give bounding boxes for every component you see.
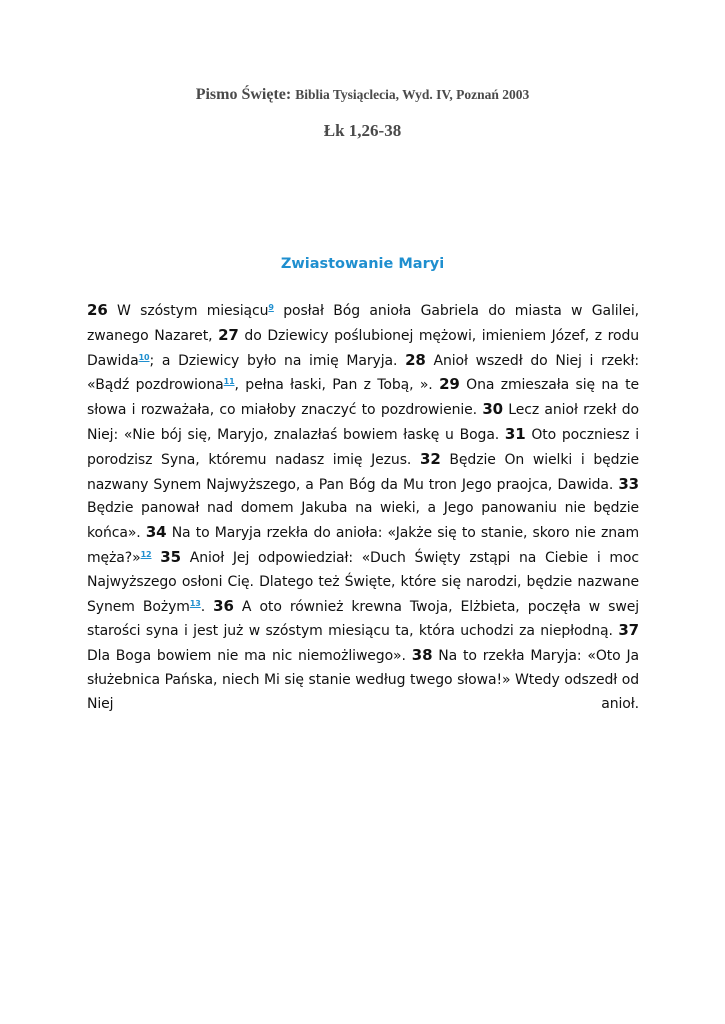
- source-title: [0, 86, 725, 104]
- verse-text: Na to Maryja rzekła do anioła: «Jakże się to stanie, skoro nie znam męża?»: [87, 525, 639, 566]
- verse-number: 32: [419, 449, 441, 468]
- footnote-link[interactable]: 9: [268, 303, 274, 312]
- verse-text: Anioł Jej odpowiedział: «Duch Święty zstąpi na Ciebie i moc Najwyższego osłoni Cię. Dlatego też Święte, które się narodzi, będzie nazwane Synem Bożym: [87, 549, 639, 615]
- footnote-link[interactable]: 13: [189, 598, 201, 608]
- verse-number: 26: [87, 301, 108, 319]
- verse-text: posłał Bóg anioła Gabriela do miasta w Galilei, zwanego Nazaret,: [87, 303, 639, 344]
- verse-text: Będzie panował nad domem Jakuba na wieki, a Jego panowaniu nie będzie końca».: [87, 500, 639, 542]
- scripture-reference: Łk 1,26-38: [323, 121, 402, 140]
- verse-text: [152, 550, 161, 566]
- source-title-edition: Biblia Tysiąclecia, Wyd. IV, Poznań 2003: [295, 87, 530, 102]
- verse-number: 33: [618, 474, 639, 493]
- verse-text: Na to rzekła Maryja: «Oto Ja służebnica Pańska, niech Mi się stanie według twego słowa!» Wtedy odszedł od Niej anioł.: [87, 648, 639, 712]
- source-title-main: Pismo Święte:: [195, 86, 296, 103]
- footnote-link[interactable]: 12: [140, 549, 152, 559]
- verse-text: do Dziewicy poślubionej mężowi, imieniem Józef, z rodu Dawida: [87, 327, 639, 369]
- verse-number: 30: [482, 400, 503, 419]
- verse-text: A oto również krewna Twoja, Elżbieta, poczęła w swej starości syna i jest już w szóstym miesiącu ta, która uchodzi za niepłodną.: [87, 598, 640, 640]
- verse-number: 35: [160, 547, 181, 566]
- verse-number: 27: [218, 325, 239, 344]
- verse-text: Anioł wszedł do Niej i rzekł: «Bądź pozdrowiona: [87, 352, 639, 394]
- section-heading: Zwiastowanie Maryi: [280, 256, 445, 272]
- verse-number: 37: [618, 621, 639, 640]
- verse-number: 36: [213, 596, 234, 615]
- passage-text: [87, 299, 639, 717]
- verse-text: Będzie On wielki i będzie nazwany Synem Najwyższego, a Pan Bóg da Mu tron Jego praojca, Dawida.: [87, 451, 640, 493]
- verse-text: Oto poczniesz i porodzisz Syna, któremu nadasz imię Jezus.: [87, 426, 640, 468]
- verse-text: Ona zmieszała się na te słowa i rozważała, co miałoby znaczyć to pozdrowienie.: [87, 377, 639, 419]
- footnote-link[interactable]: 10: [138, 352, 150, 362]
- verse-number: 29: [439, 375, 460, 394]
- verse-number: 34: [145, 523, 167, 542]
- verse-text: Lecz anioł rzekł do Niej: «Nie bój się, Maryjo, znalazłaś bowiem łaskę u Boga.: [87, 402, 639, 443]
- verse-number: 31: [504, 424, 526, 443]
- verse-text: Dla Boga bowiem nie ma nic niemożliwego».: [87, 648, 412, 665]
- verse-number: 28: [405, 350, 426, 369]
- verse-text: .: [200, 598, 214, 615]
- verse-text: , pełna łaski, Pan z Tobą, ».: [234, 377, 440, 394]
- verse-text: W szóstym miesiącu: [107, 303, 269, 319]
- footnote-link[interactable]: 11: [223, 377, 235, 387]
- verse-number: 38: [411, 646, 433, 665]
- verse-text: ; a Dziewicy było na imię Maryja.: [149, 352, 406, 369]
